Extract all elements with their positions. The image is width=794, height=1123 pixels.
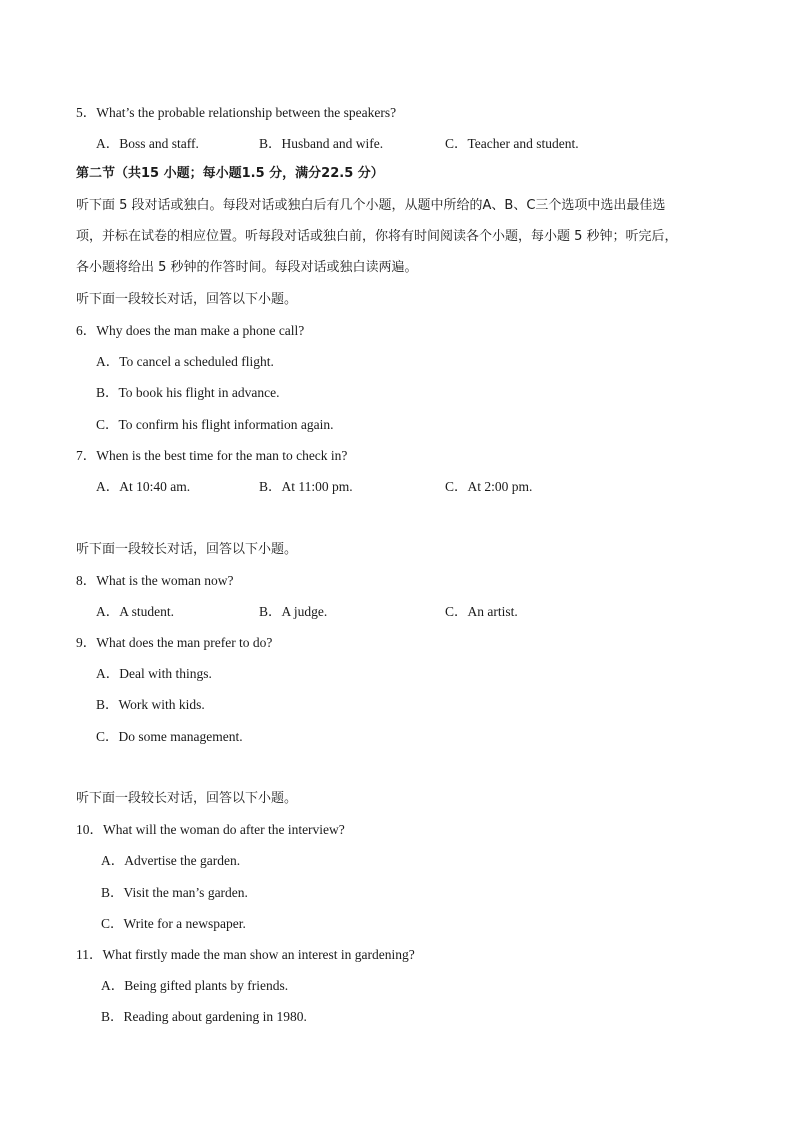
group-2-intro: 听下面一段较长对话，回答以下小题。 xyxy=(76,542,298,557)
question-8: 8．What is the woman now? xyxy=(76,573,234,588)
section-2-heading: 第二节（共15 小题；每小题1.5 分，满分22.5 分） xyxy=(76,166,384,181)
question-11: 11．What firstly made the man show an interest in gardening? xyxy=(76,947,415,962)
q10-option-c: C．Write for a newspaper. xyxy=(101,916,246,931)
question-6: 6．Why does the man make a phone call? xyxy=(76,323,305,338)
q8-option-c: C．An artist. xyxy=(445,604,518,619)
group-1-intro: 听下面一段较长对话，回答以下小题。 xyxy=(76,292,298,307)
q6-option-c: C．To confirm his flight information again. xyxy=(96,417,334,432)
section-2-instruction-line-1: 听下面 5 段对话或独白。每段对话或独白后有几个小题，从题中所给的A、B、C三个选项中选出最佳选 xyxy=(76,198,666,213)
q10-option-b: B．Visit the man’s garden. xyxy=(101,885,248,900)
q9-option-a: A．Deal with things. xyxy=(96,666,212,681)
section-2-instruction-line-3: 各小题将给出 5 秒钟的作答时间。每段对话或独白读两遍。 xyxy=(76,260,418,275)
q10-option-a: A．Advertise the garden. xyxy=(101,853,241,868)
q11-option-b: B．Reading about gardening in 1980. xyxy=(101,1009,307,1024)
q7-option-b: B．At 11:00 pm. xyxy=(259,479,353,494)
group-3-intro: 听下面一段较长对话，回答以下小题。 xyxy=(76,791,298,806)
q7-option-c: C．At 2:00 pm. xyxy=(445,479,533,494)
q11-option-a: A．Being gifted plants by friends. xyxy=(101,978,289,993)
q8-option-a: A．A student. xyxy=(96,604,175,619)
section-2-instruction-line-2: 项，并标在试卷的相应位置。听每段对话或独白前，你将有时间阅读各个小题，每小题 5 秒钟；听完后， xyxy=(76,229,678,244)
q8-option-b: B．A judge. xyxy=(259,604,328,619)
question-7: 7．When is the best time for the man to check in? xyxy=(76,448,348,463)
question-10: 10．What will the woman do after the interview? xyxy=(76,822,345,837)
q9-option-c: C．Do some management. xyxy=(96,729,243,744)
q6-option-b: B．To book his flight in advance. xyxy=(96,385,280,400)
question-9: 9．What does the man prefer to do? xyxy=(76,635,273,650)
question-5: 5．What’s the probable relationship between the speakers? xyxy=(76,105,397,120)
q9-option-b: B．Work with kids. xyxy=(96,697,205,712)
q5-option-c: C．Teacher and student. xyxy=(445,136,579,151)
q6-option-a: A．To cancel a scheduled flight. xyxy=(96,354,274,369)
q5-option-a: A．Boss and staff. xyxy=(96,136,199,151)
q5-option-b: B．Husband and wife. xyxy=(259,136,384,151)
q7-option-a: A．At 10:40 am. xyxy=(96,479,191,494)
